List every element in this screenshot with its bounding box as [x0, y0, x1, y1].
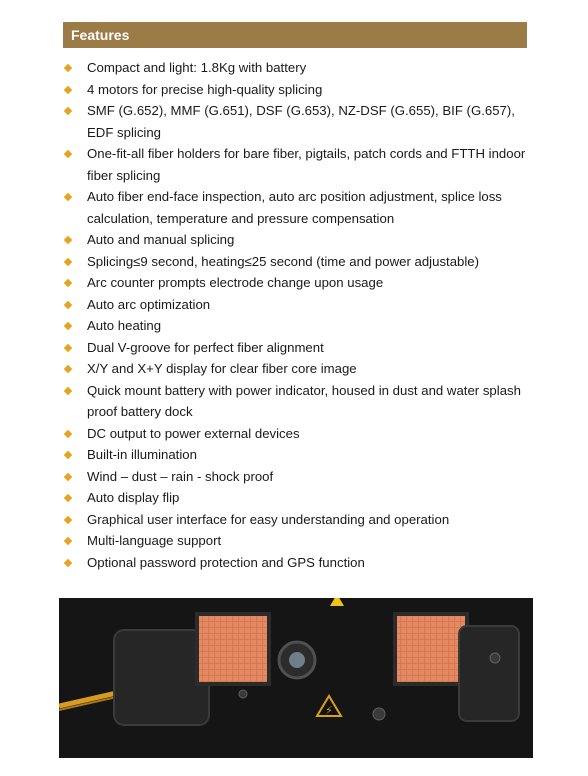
right-clamp-pad: [395, 614, 467, 684]
diamond-bullet-icon: [64, 193, 72, 201]
feature-item: [62, 315, 532, 337]
splicer-illustration: [59, 598, 533, 758]
left-clamp-pad: [197, 614, 269, 684]
feature-item: [62, 251, 532, 273]
feature-text: One-fit-all fiber holders for bare fiber, pigtails, patch cords and FTTH indoor fiber splicing: [87, 146, 526, 183]
diamond-bullet-icon: [64, 343, 72, 351]
diamond-bullet-icon: [64, 300, 72, 308]
feature-item: [62, 294, 532, 316]
features-header-bar: [63, 22, 527, 48]
diamond-bullet-icon: [64, 365, 72, 373]
feature-text: DC output to power external devices: [87, 425, 300, 441]
diamond-bullet-icon: [64, 429, 72, 437]
feature-item: [62, 100, 532, 143]
feature-item: [62, 57, 532, 79]
diamond-bullet-icon: [64, 451, 72, 459]
feature-text: Optional password protection and GPS function: [87, 554, 365, 570]
diamond-bullet-icon: [64, 515, 72, 523]
diamond-bullet-icon: [64, 64, 72, 72]
feature-text: SMF (G.652), MMF (G.651), DSF (G.653), NZ-DSF (G.655), BIF (G.657), EDF splicing: [87, 103, 515, 140]
feature-item: [62, 358, 532, 380]
feature-text: Multi-language support: [87, 533, 222, 548]
feature-text: Compact and light: 1.8Kg with battery: [87, 60, 307, 75]
feature-item: [62, 380, 532, 423]
diamond-bullet-icon: [64, 150, 72, 158]
diamond-bullet-icon: [64, 386, 72, 394]
feature-text: Auto display flip: [87, 490, 180, 505]
feature-text: Dual V-groove for perfect fiber alignment: [87, 339, 324, 355]
feature-text: Arc counter prompts electrode change upon usage: [87, 275, 384, 290]
feature-item: [62, 423, 532, 445]
feature-text: Built-in illumination: [87, 447, 197, 462]
diamond-bullet-icon: [64, 494, 72, 502]
feature-item: [62, 229, 532, 251]
feature-item: [62, 487, 532, 509]
right-clamp: [459, 626, 519, 721]
diamond-bullet-icon: [64, 279, 72, 287]
feature-item: [62, 444, 532, 466]
diamond-bullet-icon: [64, 322, 72, 330]
diamond-bullet-icon: [64, 257, 72, 265]
feature-text: Auto fiber end-face inspection, auto arc position adjustment, splice loss calculation, temperature and pressure compensation: [87, 189, 502, 226]
diamond-bullet-icon: [64, 107, 72, 115]
feature-item: [62, 552, 532, 574]
feature-text: Wind – dust – rain - shock proof: [87, 468, 274, 484]
feature-item: [62, 337, 532, 359]
feature-text: Auto heating: [87, 318, 162, 333]
feature-text: X/Y and X+Y display for clear fiber core image: [87, 361, 357, 376]
feature-item: [62, 186, 532, 229]
feature-item: [62, 509, 532, 531]
feature-text: Auto and manual splicing: [87, 232, 235, 247]
fusion-splicer-photo: [59, 598, 533, 758]
features-list: [62, 57, 532, 573]
left-clamp: [114, 630, 209, 725]
diamond-bullet-icon: [64, 472, 72, 480]
feature-text: Splicing≤9 second, heating≤25 second (time and power adjustable): [87, 253, 480, 269]
diamond-bullet-icon: [64, 558, 72, 566]
feature-item: [62, 143, 532, 186]
diamond-bullet-icon: [64, 236, 72, 244]
feature-text: 4 motors for precise high-quality splicing: [87, 81, 323, 97]
feature-text: Quick mount battery with power indicator, housed in dust and water splash proof battery dock: [87, 382, 521, 419]
feature-item: [62, 466, 532, 488]
feature-text: Auto arc optimization: [87, 296, 211, 312]
feature-text: Graphical user interface for easy understanding and operation: [87, 511, 450, 527]
diamond-bullet-icon: [64, 85, 72, 93]
feature-item: [62, 272, 532, 294]
feature-item: [62, 79, 532, 101]
features-title: Features: [71, 27, 130, 43]
feature-item: [62, 530, 532, 552]
diamond-bullet-icon: [64, 537, 72, 545]
svg-text:⚡: ⚡: [325, 704, 333, 717]
